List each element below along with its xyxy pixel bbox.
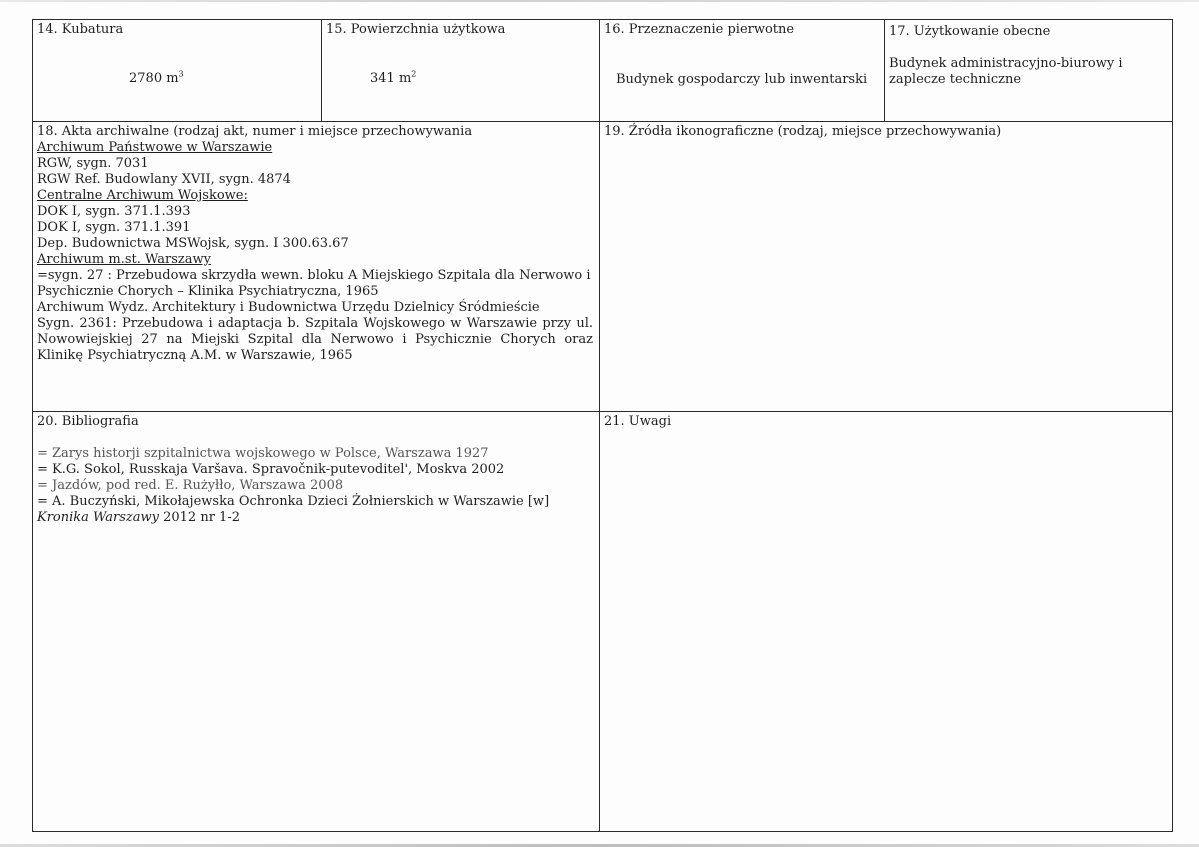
bibliografia-item-suffix: 2012 nr 1-2 — [158, 510, 240, 525]
uzytkowanie-label: 17. Użytkowanie obecne — [889, 24, 1051, 39]
akta-line: Dep. Budownictwa MSWojsk, sygn. I 300.63.67 — [37, 236, 349, 251]
kubatura-cell — [32, 19, 322, 122]
bibliografia-item — [37, 494, 577, 526]
uzytkowanie-value: Budynek administracyjno-biurowy i zaplecze techniczne — [889, 56, 1123, 87]
powierzchnia-unit-exponent: 2 — [411, 69, 417, 79]
akta-line: =sygn. 27 : Przebudowa skrzydła wewn. bloku A Miejskiego Szpitala dla Nerwowo i — [37, 268, 591, 283]
powierzchnia-cell — [321, 19, 600, 122]
bibliografia-list — [37, 446, 577, 526]
scan-top-edge — [0, 0, 1199, 2]
akta-line: Archiwum Wydz. Architektury i Budownictwa Urzędu Dzielnicy Śródmieście — [37, 300, 540, 315]
akta-line: DOK I, sygn. 371.1.391 — [37, 220, 191, 235]
przeznaczenie-value: Budynek gospodarczy lub inwentarski — [616, 72, 868, 87]
bibliografia-item-prefix: = A. Buczyński, Mikołajewska Ochronka Dzieci Żołnierskich w Warszawie [w] — [37, 494, 550, 509]
akta-line: RGW, sygn. 7031 — [37, 156, 149, 171]
powierzchnia-number: 341 m — [370, 71, 412, 86]
bibliografia-item: = K.G. Sokol, Russkaja Varšava. Spravočnik-putevoditel', Moskva 2002 — [37, 462, 505, 477]
uzytkowanie-cell — [884, 19, 1173, 122]
przeznaczenie-cell — [599, 19, 885, 122]
bibliografia-item: = Zarys historji szpitalnictwa wojskowego w Polsce, Warszawa 1927 — [37, 446, 489, 461]
bibliografia-item: = Jazdów, pod red. E. Rużyłło, Warszawa 2008 — [37, 478, 344, 493]
uwagi-cell — [599, 411, 1173, 832]
zrodla-ikonograficzne-cell — [599, 121, 1173, 412]
przeznaczenie-label: 16. Przeznaczenie pierwotne — [604, 22, 795, 37]
akta-archiwalne-cell — [32, 121, 600, 412]
uwagi-label: 21. Uwagi — [604, 414, 672, 429]
akta-line: Psychicznie Chorych – Klinika Psychiatryczna, 1965 — [37, 284, 379, 299]
powierzchnia-label: 15. Powierzchnia użytkowa — [326, 22, 506, 37]
powierzchnia-value — [370, 71, 416, 87]
akta-line: DOK I, sygn. 371.1.393 — [37, 204, 191, 219]
akta-line: RGW Ref. Budowlany XVII, sygn. 4874 — [37, 172, 291, 187]
akta-line: Archiwum m.st. Warszawy — [37, 252, 211, 267]
zrodla-label: 19. Źródła ikonograficzne (rodzaj, miejsce przechowywania) — [604, 124, 1002, 139]
kubatura-label: 14. Kubatura — [37, 22, 124, 37]
akta-line: Archiwum Państwowe w Warszawie — [37, 140, 273, 155]
bibliografia-label: 20. Bibliografia — [37, 414, 139, 429]
kubatura-number: 2780 m — [129, 71, 179, 86]
akta-lines — [37, 124, 593, 364]
akta-line: Centralne Archiwum Wojskowe: — [37, 188, 248, 203]
bibliografia-cell — [32, 411, 600, 832]
kubatura-value — [129, 71, 184, 87]
kubatura-unit-exponent: 3 — [178, 69, 184, 79]
akta-label: 18. Akta archiwalne (rodzaj akt, numer i miejsce przechowywania — [37, 124, 473, 139]
bibliografia-item-title: Kronika Warszawy — [37, 510, 159, 525]
akta-paragraph: Sygn. 2361: Przebudowa i adaptacja b. Szpitala Wojskowego w Warszawie przy ul. Nowowiejskiej 27 na Miejski Szpital dla Nerwowo i Psychicznie Chorych oraz Klinikę Psychiatryczną A.M. w Warszawie, 1965 — [37, 316, 593, 363]
